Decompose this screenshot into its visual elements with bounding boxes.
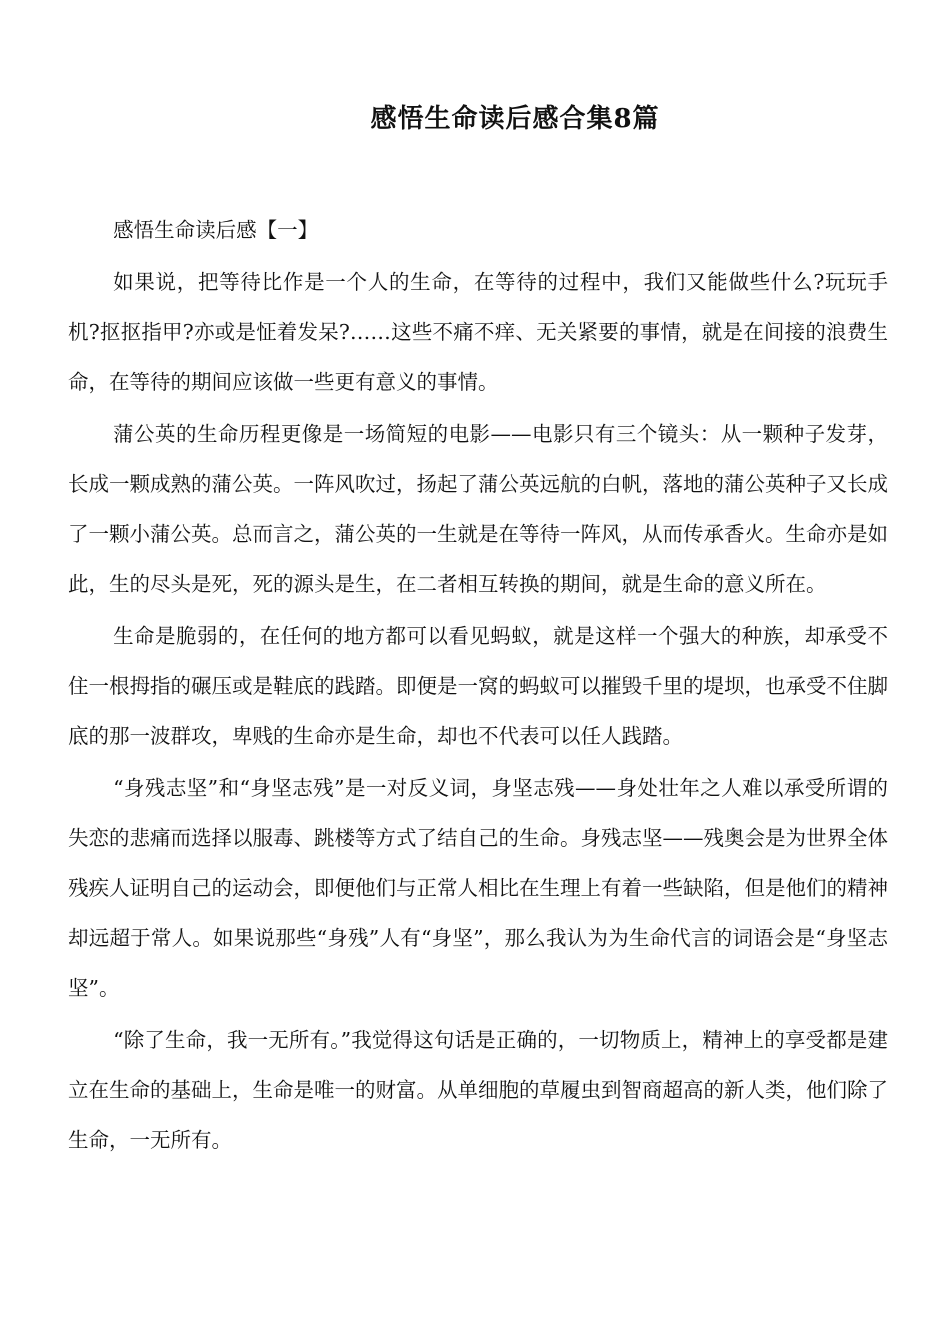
document-body — [68, 205, 888, 1167]
paragraph-2: 蒲公英的生命历程更像是一场简短的电影——电影只有三个镜头：从一颗种子发芽，长成一颗成熟的蒲公英。一阵风吹过，扬起了蒲公英远航的白帆，落地的蒲公英种子又长成了一颗小蒲公英。总而言之，蒲公英的一生就是在等待一阵风，从而传承香火。生命亦是如此，生的尽头是死，死的源头是生，在二者相互转换的期间，就是生命的意义所在。 — [68, 422, 888, 596]
paragraph-4: “身残志坚”和“身坚志残”是一对反义词，身坚志残——身处壮年之人难以承受所谓的失恋的悲痛而选择以服毒、跳楼等方式了结自己的生命。身残志坚——残奥会是为世界全体残疾人证明自己的运动会，即便他们与正常人相比在生理上有着一些缺陷，但是他们的精神却远超于常人。如果说那些“身残”人有“身坚”，那么我认为为生命代言的词语会是“身坚志坚”。 — [68, 776, 888, 1000]
document-title: 感悟生命读后感合集8篇 — [370, 104, 660, 134]
paragraph-3: 生命是脆弱的，在任何的地方都可以看见蚂蚁，就是这样一个强大的种族，却承受不住一根拇指的碾压或是鞋底的践踏。即便是一窝的蚂蚁可以摧毁千里的堤坝，也承受不住脚底的那一波群攻，卑贱的生命亦是生命，却也不代表可以任人践踏。 — [68, 624, 888, 748]
paragraph-5: “除了生命，我一无所有。”我觉得这句话是正确的，一切物质上，精神上的享受都是建立在生命的基础上，生命是唯一的财富。从单细胞的草履虫到智商超高的新人类，他们除了生命，一无所有。 — [68, 1028, 888, 1152]
paragraph-1: 如果说，把等待比作是一个人的生命，在等待的过程中，我们又能做些什么?玩玩手机?抠抠指甲?亦或是怔着发呆?……这些不痛不痒、无关紧要的事情，就是在间接的浪费生命，在等待的期间应该做一些更有意义的事情。 — [68, 270, 888, 394]
section-heading: 感悟生命读后感【一】 — [113, 218, 319, 242]
